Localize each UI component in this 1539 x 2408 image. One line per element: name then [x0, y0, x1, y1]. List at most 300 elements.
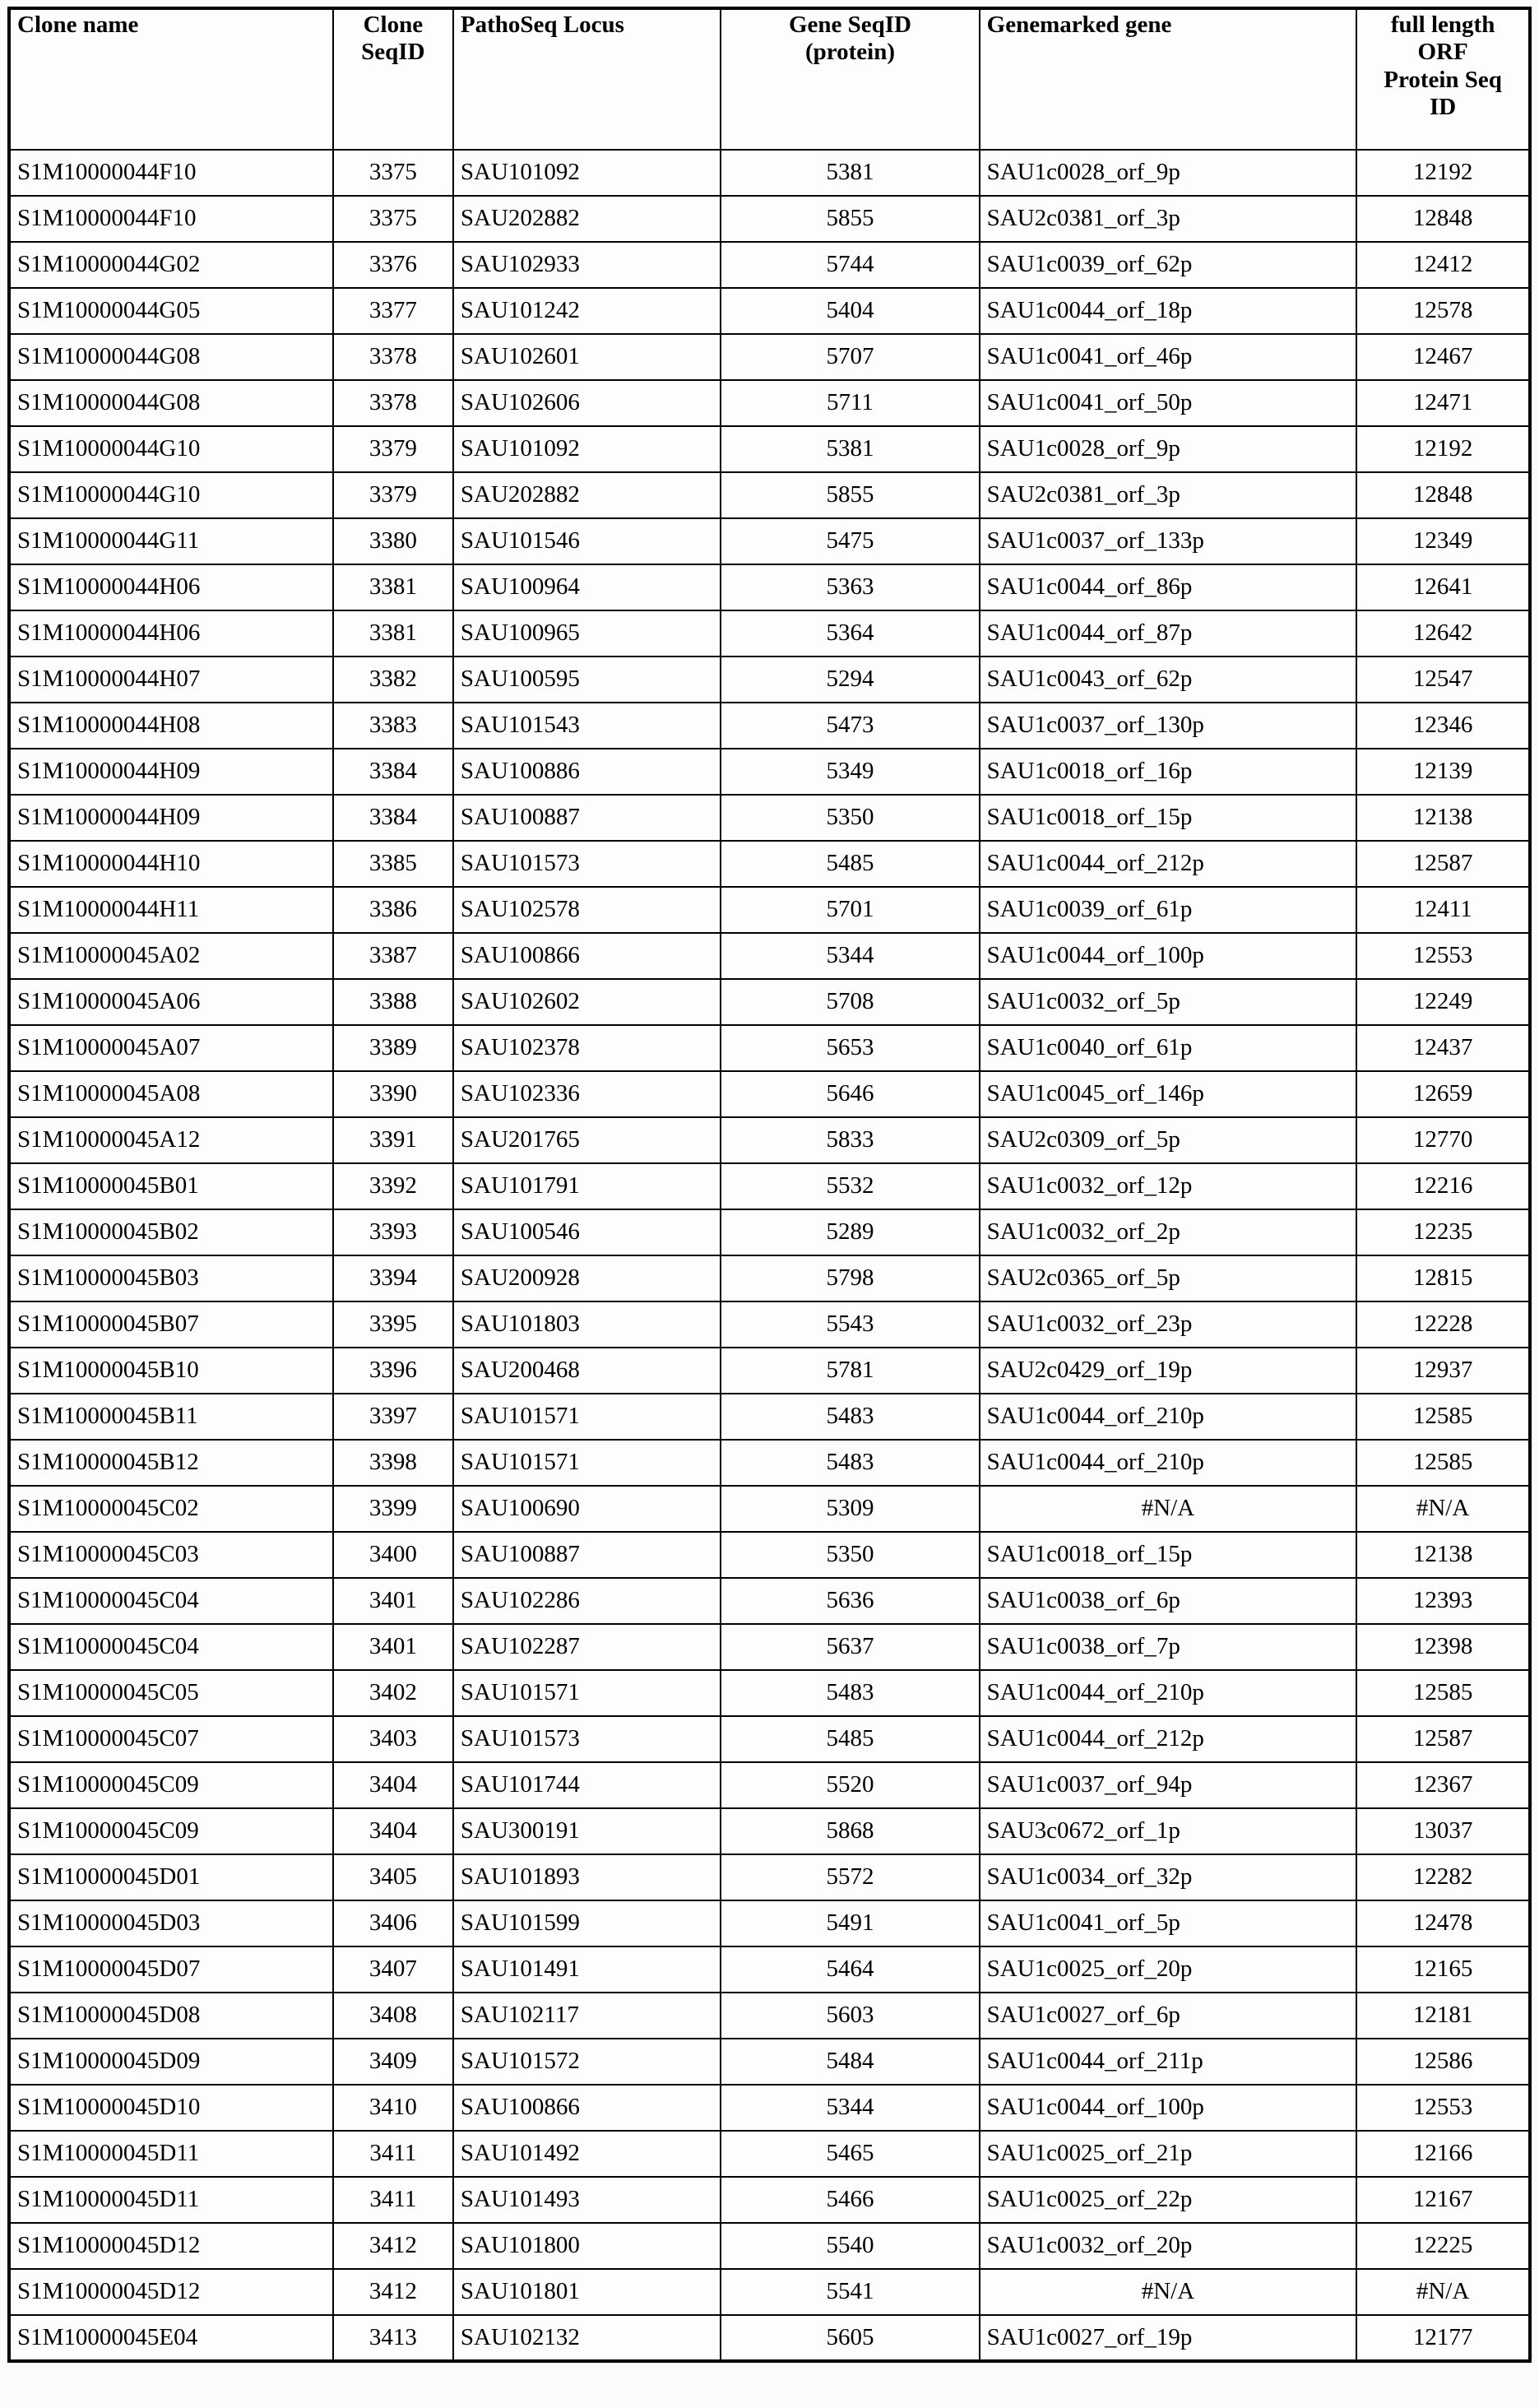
table-cell: 12225	[1356, 2223, 1530, 2269]
table-cell: SAU100866	[453, 933, 721, 979]
table-cell: 12282	[1356, 1854, 1530, 1900]
table-cell: S1M10000045C09	[9, 1762, 333, 1808]
table-row	[9, 1900, 1530, 1946]
table-cell: 12585	[1356, 1394, 1530, 1440]
table-cell: 3379	[333, 426, 453, 472]
table-cell: S1M10000045C03	[9, 1532, 333, 1578]
table-row	[9, 1071, 1530, 1117]
table-cell: 3389	[333, 1025, 453, 1071]
table-cell: 3406	[333, 1900, 453, 1946]
table-cell: 5483	[721, 1670, 979, 1716]
table-cell: 5711	[721, 380, 979, 426]
table-cell: 3396	[333, 1348, 453, 1394]
table-cell: 5464	[721, 1946, 979, 1993]
table-cell: 5532	[721, 1163, 979, 1209]
table-cell: 12937	[1356, 1348, 1530, 1394]
table-row	[9, 150, 1530, 196]
table-cell: 5833	[721, 1117, 979, 1163]
table-cell: 3390	[333, 1071, 453, 1117]
table-cell: SAU101543	[453, 703, 721, 749]
table-cell: 12586	[1356, 2039, 1530, 2085]
table-cell: SAU101493	[453, 2177, 721, 2223]
table-cell: SAU102578	[453, 887, 721, 933]
table-row	[9, 426, 1530, 472]
table-cell: S1M10000045D11	[9, 2131, 333, 2177]
table-row	[9, 1025, 1530, 1071]
table-cell: SAU1c0044_orf_100p	[980, 933, 1357, 979]
table-cell: 5381	[721, 150, 979, 196]
table-cell: 3378	[333, 334, 453, 380]
column-header: Gene SeqID (protein)	[721, 8, 979, 150]
table-cell: S1M10000045A08	[9, 1071, 333, 1117]
table-cell: 5708	[721, 979, 979, 1025]
table-row	[9, 1946, 1530, 1993]
table-row	[9, 2085, 1530, 2131]
table-cell: SAU1c0044_orf_100p	[980, 2085, 1357, 2131]
table-cell: 5309	[721, 1486, 979, 1532]
table-cell: SAU101744	[453, 1762, 721, 1808]
table-cell: 3376	[333, 242, 453, 288]
table-cell: 3378	[333, 380, 453, 426]
table-row	[9, 1348, 1530, 1394]
table-cell: 5294	[721, 657, 979, 703]
table-cell: S1M10000045D07	[9, 1946, 333, 1993]
table-cell: SAU101893	[453, 1854, 721, 1900]
table-cell: S1M10000045B03	[9, 1255, 333, 1301]
table-cell: 13037	[1356, 1808, 1530, 1854]
table-cell: SAU102606	[453, 380, 721, 426]
table-cell: SAU100866	[453, 2085, 721, 2131]
table-cell: SAU1c0032_orf_5p	[980, 979, 1357, 1025]
table-cell: 5483	[721, 1394, 979, 1440]
table-cell: 5484	[721, 2039, 979, 2085]
table-cell: SAU1c0037_orf_133p	[980, 518, 1357, 564]
table-row	[9, 518, 1530, 564]
table-cell: 5349	[721, 749, 979, 795]
table-cell: 12478	[1356, 1900, 1530, 1946]
table-cell: S1M10000045D08	[9, 1993, 333, 2039]
table-cell: S1M10000045D12	[9, 2269, 333, 2315]
table-cell: 3386	[333, 887, 453, 933]
table-cell: 3411	[333, 2131, 453, 2177]
table-cell: 5798	[721, 1255, 979, 1301]
table-cell: 12641	[1356, 564, 1530, 610]
table-row	[9, 1301, 1530, 1348]
table-cell: SAU101571	[453, 1670, 721, 1716]
table-cell: 5344	[721, 2085, 979, 2131]
table-cell: SAU1c0039_orf_62p	[980, 242, 1357, 288]
table-cell: S1M10000044H07	[9, 657, 333, 703]
table-cell: SAU101573	[453, 1716, 721, 1762]
table-cell: SAU2c0381_orf_3p	[980, 196, 1357, 242]
table-cell: SAU102336	[453, 1071, 721, 1117]
table-cell: SAU101599	[453, 1900, 721, 1946]
column-header: Clone SeqID	[333, 8, 453, 150]
table-row	[9, 1762, 1530, 1808]
table-cell: 12553	[1356, 933, 1530, 979]
table-cell: 3391	[333, 1117, 453, 1163]
table-cell: SAU1c0034_orf_32p	[980, 1854, 1357, 1900]
table-cell: 5350	[721, 1532, 979, 1578]
table-cell: SAU1c0025_orf_20p	[980, 1946, 1357, 1993]
table-cell: 12585	[1356, 1670, 1530, 1716]
table-cell: SAU1c0028_orf_9p	[980, 426, 1357, 472]
table-cell: SAU1c0044_orf_86p	[980, 564, 1357, 610]
table-cell: 5543	[721, 1301, 979, 1348]
table-row	[9, 1854, 1530, 1900]
table-cell: SAU1c0044_orf_212p	[980, 1716, 1357, 1762]
table-cell: 3388	[333, 979, 453, 1025]
table-row	[9, 2131, 1530, 2177]
table-cell: SAU101242	[453, 288, 721, 334]
table-cell: SAU101791	[453, 1163, 721, 1209]
table-row	[9, 1578, 1530, 1624]
table-cell: SAU1c0040_orf_61p	[980, 1025, 1357, 1071]
table-cell: S1M10000045D01	[9, 1854, 333, 1900]
table-cell: 3384	[333, 795, 453, 841]
table-cell: 5465	[721, 2131, 979, 2177]
table-cell: S1M10000044H09	[9, 749, 333, 795]
table-cell: SAU101092	[453, 426, 721, 472]
table-cell: SAU102287	[453, 1624, 721, 1670]
table-cell: SAU101800	[453, 2223, 721, 2269]
table-cell: SAU1c0018_orf_16p	[980, 749, 1357, 795]
table-cell: S1M10000045B02	[9, 1209, 333, 1255]
table-cell: SAU1c0044_orf_210p	[980, 1670, 1357, 1716]
table-cell: 5781	[721, 1348, 979, 1394]
table-cell: S1M10000044G10	[9, 426, 333, 472]
table-cell: S1M10000045D11	[9, 2177, 333, 2223]
table-cell: 3400	[333, 1532, 453, 1578]
table-cell: SAU101491	[453, 1946, 721, 1993]
table-cell: 12547	[1356, 657, 1530, 703]
table-cell: 12181	[1356, 1993, 1530, 2039]
table-cell: 5603	[721, 1993, 979, 2039]
table-cell: 3404	[333, 1762, 453, 1808]
table-row	[9, 2177, 1530, 2223]
table-cell: 12138	[1356, 1532, 1530, 1578]
table-cell: 5636	[721, 1578, 979, 1624]
table-cell: 12138	[1356, 795, 1530, 841]
table-body	[9, 150, 1530, 2361]
table-cell: SAU202882	[453, 472, 721, 518]
table-cell: SAU1c0044_orf_210p	[980, 1440, 1357, 1486]
table-cell: 5363	[721, 564, 979, 610]
table-cell: 3401	[333, 1578, 453, 1624]
table-cell: S1M10000044H10	[9, 841, 333, 887]
table-cell: 3397	[333, 1394, 453, 1440]
table-cell: SAU2c0381_orf_3p	[980, 472, 1357, 518]
table-cell: 12216	[1356, 1163, 1530, 1209]
table-cell: SAU1c0038_orf_6p	[980, 1578, 1357, 1624]
table-cell: S1M10000045B12	[9, 1440, 333, 1486]
table-cell: 5344	[721, 933, 979, 979]
table-cell: 3381	[333, 610, 453, 657]
table-row	[9, 2223, 1530, 2269]
table-cell: 12249	[1356, 979, 1530, 1025]
table-cell: S1M10000044F10	[9, 150, 333, 196]
table-cell: SAU1c0045_orf_146p	[980, 1071, 1357, 1117]
table-row	[9, 1624, 1530, 1670]
table-cell: 12165	[1356, 1946, 1530, 1993]
table-cell: S1M10000045D10	[9, 2085, 333, 2131]
table-cell: S1M10000044F10	[9, 196, 333, 242]
table-cell: S1M10000044G11	[9, 518, 333, 564]
table-cell: SAU100887	[453, 795, 721, 841]
table-cell: 3394	[333, 1255, 453, 1301]
table-cell: 3409	[333, 2039, 453, 2085]
table-cell: 3411	[333, 2177, 453, 2223]
table-cell: 5653	[721, 1025, 979, 1071]
table-cell: SAU1c0044_orf_87p	[980, 610, 1357, 657]
table-cell: S1M10000045E04	[9, 2315, 333, 2361]
table-cell: 3402	[333, 1670, 453, 1716]
table-cell: 3407	[333, 1946, 453, 1993]
table-cell: SAU300191	[453, 1808, 721, 1854]
table-cell: 12412	[1356, 242, 1530, 288]
table-cell: 3412	[333, 2269, 453, 2315]
table-cell: 3383	[333, 703, 453, 749]
table-cell: 12411	[1356, 887, 1530, 933]
table-row	[9, 887, 1530, 933]
table-cell: 12578	[1356, 288, 1530, 334]
table-cell: 5605	[721, 2315, 979, 2361]
table-cell: SAU1c0044_orf_211p	[980, 2039, 1357, 2085]
table-cell: 3410	[333, 2085, 453, 2131]
table-cell: 5381	[721, 426, 979, 472]
table-cell: 3412	[333, 2223, 453, 2269]
table-cell: 12346	[1356, 703, 1530, 749]
table-cell: S1M10000044G08	[9, 380, 333, 426]
table-row	[9, 564, 1530, 610]
table-cell: 5855	[721, 472, 979, 518]
table-cell: S1M10000045C02	[9, 1486, 333, 1532]
table-cell: 3384	[333, 749, 453, 795]
table-cell: S1M10000045D09	[9, 2039, 333, 2085]
table-row	[9, 334, 1530, 380]
table-cell: SAU1c0037_orf_94p	[980, 1762, 1357, 1808]
table-cell: 3413	[333, 2315, 453, 2361]
table-cell: 12349	[1356, 518, 1530, 564]
table-row	[9, 1808, 1530, 1854]
table-cell: SAU1c0044_orf_212p	[980, 841, 1357, 887]
table-row	[9, 1670, 1530, 1716]
table-cell: SAU101571	[453, 1394, 721, 1440]
table-row	[9, 242, 1530, 288]
table-cell: 5701	[721, 887, 979, 933]
table-cell: SAU101803	[453, 1301, 721, 1348]
table-cell: S1M10000044H11	[9, 887, 333, 933]
table-cell: #N/A	[980, 1486, 1357, 1532]
table-cell: 12815	[1356, 1255, 1530, 1301]
table-cell: 3379	[333, 472, 453, 518]
table-cell: 5646	[721, 1071, 979, 1117]
table-cell: #N/A	[1356, 2269, 1530, 2315]
table-cell: 3380	[333, 518, 453, 564]
table-cell: SAU101572	[453, 2039, 721, 2085]
table-cell: 5485	[721, 841, 979, 887]
table-cell: SAU1c0028_orf_9p	[980, 150, 1357, 196]
table-cell: 3401	[333, 1624, 453, 1670]
table-cell: 12553	[1356, 2085, 1530, 2131]
table-cell: 12437	[1356, 1025, 1530, 1071]
table-cell: 12398	[1356, 1624, 1530, 1670]
table-cell: SAU100964	[453, 564, 721, 610]
table-cell: 12393	[1356, 1578, 1530, 1624]
table-row	[9, 380, 1530, 426]
table-row	[9, 841, 1530, 887]
column-header: full length ORF Protein Seq ID	[1356, 8, 1530, 150]
table-cell: 3408	[333, 1993, 453, 2039]
table-cell: SAU101546	[453, 518, 721, 564]
column-header: Genemarked gene	[980, 8, 1357, 150]
table-cell: 12848	[1356, 196, 1530, 242]
table-cell: 12848	[1356, 472, 1530, 518]
table-cell: 5404	[721, 288, 979, 334]
table-cell: 5289	[721, 1209, 979, 1255]
table-cell: 3405	[333, 1854, 453, 1900]
table-row	[9, 703, 1530, 749]
table-cell: SAU1c0018_orf_15p	[980, 795, 1357, 841]
table-cell: 12587	[1356, 841, 1530, 887]
table-row	[9, 288, 1530, 334]
table-cell: SAU1c0025_orf_22p	[980, 2177, 1357, 2223]
header-row	[9, 8, 1530, 150]
table-cell: SAU2c0365_orf_5p	[980, 1255, 1357, 1301]
clone-table	[7, 7, 1532, 2363]
table-cell: S1M10000044H06	[9, 564, 333, 610]
table-cell: S1M10000045A07	[9, 1025, 333, 1071]
table-row	[9, 1117, 1530, 1163]
table-cell: 12177	[1356, 2315, 1530, 2361]
table-cell: 3403	[333, 1716, 453, 1762]
table-cell: SAU1c0041_orf_5p	[980, 1900, 1357, 1946]
table-cell: S1M10000044G08	[9, 334, 333, 380]
table-cell: #N/A	[1356, 1486, 1530, 1532]
table-cell: SAU1c0025_orf_21p	[980, 2131, 1357, 2177]
table-cell: 12139	[1356, 749, 1530, 795]
table-cell: 5520	[721, 1762, 979, 1808]
table-cell: SAU1c0043_orf_62p	[980, 657, 1357, 703]
table-cell: S1M10000044H09	[9, 795, 333, 841]
table-cell: S1M10000045B11	[9, 1394, 333, 1440]
table-cell: 3385	[333, 841, 453, 887]
table-cell: SAU1c0039_orf_61p	[980, 887, 1357, 933]
table-row	[9, 1716, 1530, 1762]
table-cell: 3392	[333, 1163, 453, 1209]
table-cell: SAU102286	[453, 1578, 721, 1624]
table-row	[9, 1209, 1530, 1255]
table-cell: 3387	[333, 933, 453, 979]
table-cell: SAU102601	[453, 334, 721, 380]
table-row	[9, 2039, 1530, 2085]
table-cell: 5868	[721, 1808, 979, 1854]
table-cell: 12770	[1356, 1117, 1530, 1163]
table-cell: SAU1c0032_orf_20p	[980, 2223, 1357, 2269]
table-cell: SAU1c0041_orf_50p	[980, 380, 1357, 426]
table-cell: 5364	[721, 610, 979, 657]
table-cell: S1M10000044G10	[9, 472, 333, 518]
table-cell: 12192	[1356, 150, 1530, 196]
table-cell: SAU102117	[453, 1993, 721, 2039]
table-cell: SAU1c0044_orf_18p	[980, 288, 1357, 334]
table-cell: SAU2c0429_orf_19p	[980, 1348, 1357, 1394]
table-row	[9, 795, 1530, 841]
table-cell: SAU200928	[453, 1255, 721, 1301]
table-cell: S1M10000044G02	[9, 242, 333, 288]
table-row	[9, 933, 1530, 979]
table-row	[9, 979, 1530, 1025]
table-cell: 12585	[1356, 1440, 1530, 1486]
table-cell: 3377	[333, 288, 453, 334]
table-cell: 5350	[721, 795, 979, 841]
table-row	[9, 2315, 1530, 2361]
table-header	[9, 8, 1530, 150]
table-cell: SAU1c0032_orf_2p	[980, 1209, 1357, 1255]
table-cell: 12235	[1356, 1209, 1530, 1255]
table-cell: SAU3c0672_orf_1p	[980, 1808, 1357, 1854]
table-cell: 12167	[1356, 2177, 1530, 2223]
table-cell: S1M10000045A12	[9, 1117, 333, 1163]
table-cell: 5483	[721, 1440, 979, 1486]
table-cell: 3399	[333, 1486, 453, 1532]
table-cell: SAU2c0309_orf_5p	[980, 1117, 1357, 1163]
table-cell: S1M10000044G05	[9, 288, 333, 334]
table-cell: SAU202882	[453, 196, 721, 242]
table-cell: 12166	[1356, 2131, 1530, 2177]
table-cell: S1M10000045B07	[9, 1301, 333, 1348]
table-cell: 5572	[721, 1854, 979, 1900]
table-cell: SAU102378	[453, 1025, 721, 1071]
table-cell: SAU102933	[453, 242, 721, 288]
table-cell: SAU1c0032_orf_23p	[980, 1301, 1357, 1348]
table-cell: S1M10000045A06	[9, 979, 333, 1025]
table-cell: 12471	[1356, 380, 1530, 426]
table-row	[9, 749, 1530, 795]
table-cell: S1M10000045A02	[9, 933, 333, 979]
table-cell: SAU201765	[453, 1117, 721, 1163]
table-cell: SAU1c0027_orf_19p	[980, 2315, 1357, 2361]
table-row	[9, 2269, 1530, 2315]
table-row	[9, 472, 1530, 518]
table-row	[9, 610, 1530, 657]
table-row	[9, 657, 1530, 703]
table-cell: 3381	[333, 564, 453, 610]
table-cell: S1M10000045B01	[9, 1163, 333, 1209]
table-row	[9, 1163, 1530, 1209]
table-cell: 3404	[333, 1808, 453, 1854]
table-cell: SAU1c0027_orf_6p	[980, 1993, 1357, 2039]
table-cell: 5540	[721, 2223, 979, 2269]
table-row	[9, 1486, 1530, 1532]
table-cell: 12192	[1356, 426, 1530, 472]
table-cell: 3382	[333, 657, 453, 703]
table-cell: 5707	[721, 334, 979, 380]
table-cell: SAU100886	[453, 749, 721, 795]
table-cell: SAU101573	[453, 841, 721, 887]
table-cell: 3375	[333, 196, 453, 242]
table-row	[9, 1532, 1530, 1578]
table-cell: SAU1c0044_orf_210p	[980, 1394, 1357, 1440]
table-cell: 12228	[1356, 1301, 1530, 1348]
table-cell: SAU101092	[453, 150, 721, 196]
table-cell: S1M10000045D03	[9, 1900, 333, 1946]
table-row	[9, 1255, 1530, 1301]
table-cell: S1M10000044H06	[9, 610, 333, 657]
table-row	[9, 196, 1530, 242]
table-cell: S1M10000045C07	[9, 1716, 333, 1762]
table-cell: 5637	[721, 1624, 979, 1670]
